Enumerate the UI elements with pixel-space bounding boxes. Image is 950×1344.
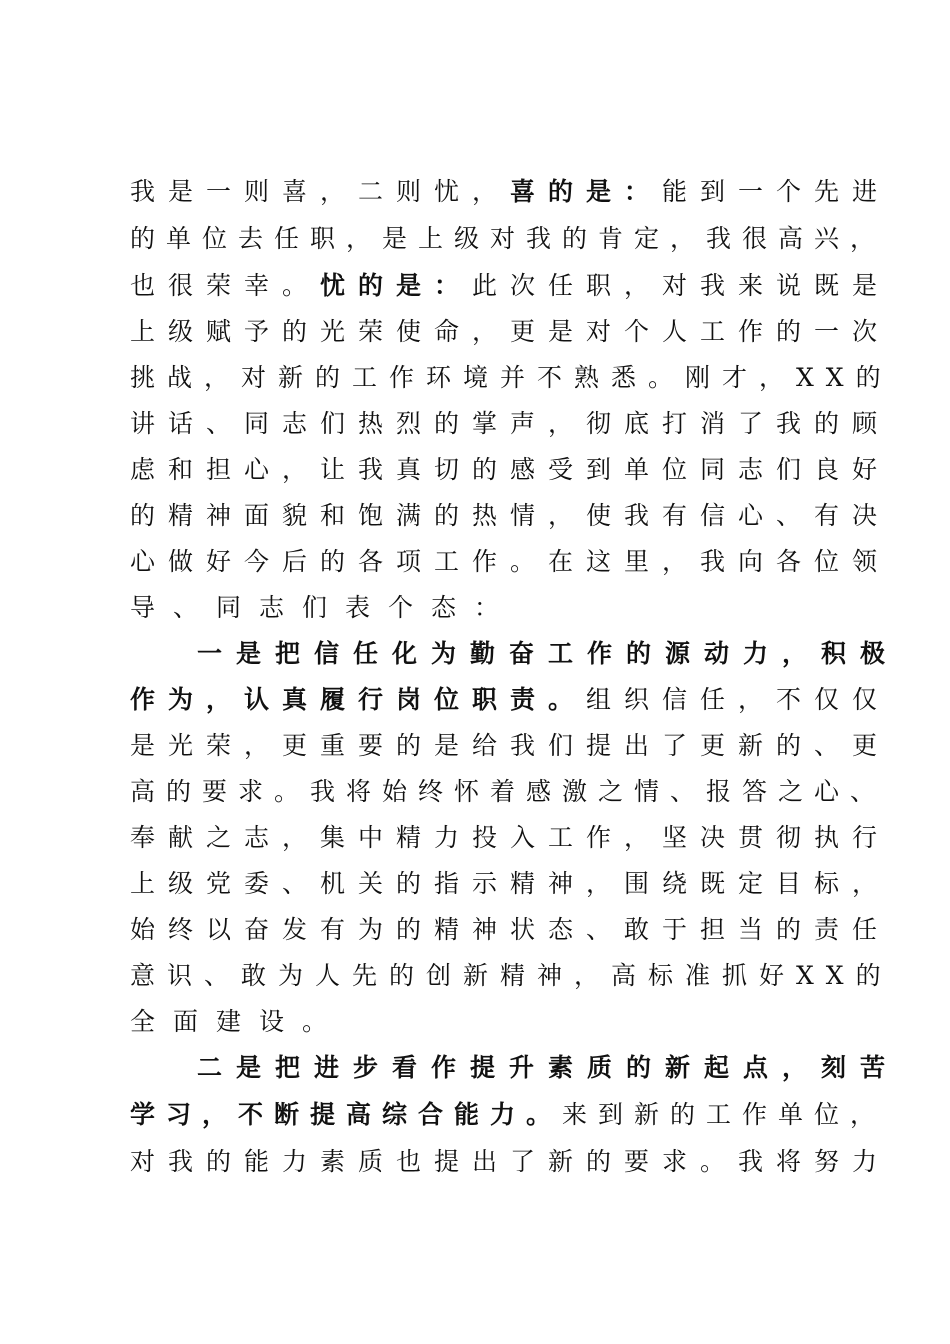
text-run: 奉献之志，集中精力投入工作，坚决贯彻执行 [130, 823, 891, 852]
text-line [130, 1146, 890, 1178]
text-run: 对我的能力素质也提出了新的要求。我将努力 [130, 1147, 891, 1176]
text-run: 意识、敢为人先的创新精神，高标准抓好XX的 [130, 961, 893, 990]
text-run: 此次任职，对我来说既是 [472, 271, 891, 300]
text-line [130, 730, 890, 762]
text-line [130, 592, 517, 624]
text-run: 讲话、同志们热烈的掌声，彻底打消了我的顾 [130, 409, 891, 438]
text-line [130, 223, 886, 255]
text-run: 上级赋予的光荣使命，更是对个人工作的一次 [130, 317, 891, 346]
text-run: 导、同志们表个态： [130, 593, 518, 622]
text-line [130, 684, 890, 716]
bold-heading-run: 喜的是： [510, 177, 663, 206]
text-line [130, 408, 890, 440]
text-line [197, 638, 899, 670]
bold-heading-run: 作为，认真履行岗位职责。 [130, 685, 587, 714]
text-run: 上级党委、机关的指示精神，围绕既定目标， [130, 869, 891, 898]
text-line [130, 822, 890, 854]
text-run: 来到新的工作单位， [562, 1100, 887, 1129]
text-run: 的单位去任职，是上级对我的肯定，我很高兴， [130, 224, 887, 253]
bold-heading-run: 学习，不断提高综合能力。 [130, 1100, 563, 1129]
bold-heading-run: 忧的是： [320, 271, 473, 300]
bold-heading-run: 二是把进步看作提升素质的新起点，刻苦 [197, 1053, 900, 1082]
text-line [130, 868, 890, 900]
text-line [130, 176, 890, 208]
text-line [130, 960, 893, 992]
text-run: 组织信任，不仅仅 [586, 685, 891, 714]
bold-heading-run: 一是把信任化为勤奋工作的源动力，积极 [197, 639, 900, 668]
text-line [130, 362, 893, 394]
text-line [130, 454, 890, 486]
text-run: 始终以奋发有为的精神状态、敢于担当的责任 [130, 915, 891, 944]
text-run: 高的要求。我将始终怀着感激之情、报答之心、 [130, 777, 887, 806]
text-line [130, 914, 890, 946]
text-line [130, 546, 890, 578]
text-run: 全面建设。 [130, 1007, 346, 1036]
text-line [130, 500, 890, 532]
text-run: 挑战，对新的工作环境并不熟悉。刚才，XX的 [130, 363, 893, 392]
text-run: 心做好今后的各项工作。在这里，我向各位领 [130, 547, 891, 576]
text-line [130, 1099, 886, 1131]
text-run: 我是一则喜，二则忧， [130, 177, 511, 206]
text-run: 也很荣幸。 [130, 271, 321, 300]
text-line [130, 776, 886, 808]
text-run: 的精神面貌和饱满的热情，使我有信心、有决 [130, 501, 891, 530]
text-line [130, 1006, 345, 1038]
text-line [197, 1052, 899, 1084]
text-run: 虑和担心，让我真切的感受到单位同志们良好 [130, 455, 891, 484]
text-run: 是光荣，更重要的是给我们提出了更新的、更 [130, 731, 891, 760]
text-line [130, 316, 890, 348]
text-run: 能到一个先进 [662, 177, 891, 206]
text-line [130, 270, 890, 302]
